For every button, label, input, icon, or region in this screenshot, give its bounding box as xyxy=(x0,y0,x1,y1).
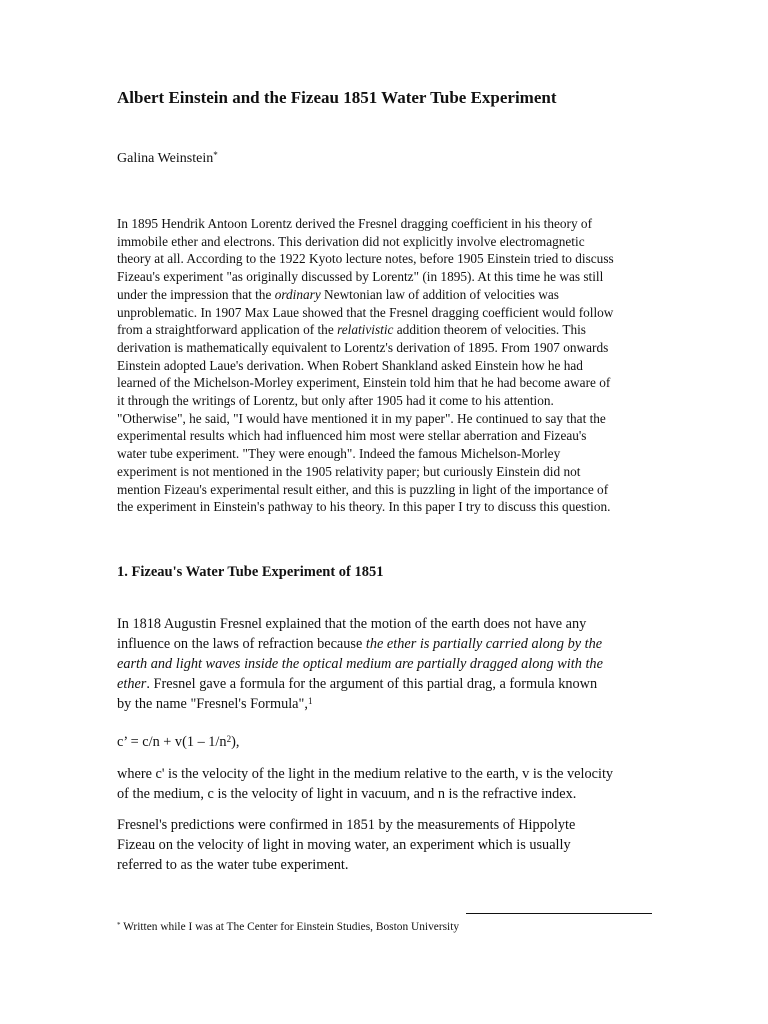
text-run: it through the writings of Lorentz, but only after 1905 had it come to his attention. xyxy=(117,393,554,409)
text-run: from a straightforward application of the xyxy=(117,322,338,338)
paper-title: Albert Einstein and the Fizeau 1851 Water Tube Experiment xyxy=(117,88,557,107)
text-run: Fresnel's predictions were confirmed in 1851 by the measurements of Hippolyte xyxy=(117,817,576,833)
abstract xyxy=(117,215,657,516)
text-run: experiment is not mentioned in the 1905 relativity paper; but curiously Einstein did not xyxy=(117,463,581,479)
text-run: mention Fizeau's experimental result either, and this is puzzling in light of the importance of xyxy=(117,481,609,497)
text-run: In 1895 Hendrik Antoon Lorentz derived the Fresnel dragging coefficient in his theory of xyxy=(117,216,592,231)
text-line xyxy=(117,392,657,410)
text-run: theory at all. According to the 1922 Kyoto lecture notes, before 1905 Einstein tried to discuss xyxy=(117,251,614,267)
text-run: immobile ether and electrons. This derivation did not explicitly involve electromagnetic xyxy=(117,233,585,249)
text-run: Fizeau on the velocity of light in moving water, an experiment which is usually xyxy=(117,837,571,853)
italic-text: earth and light waves inside the optical medium are partially dragged along with the xyxy=(117,656,603,672)
text-run: Einstein adopted Laue's derivation. When Robert Shankland asked Einstein how he had xyxy=(117,357,583,373)
text-line xyxy=(117,481,657,499)
text-line xyxy=(117,268,657,286)
text-line xyxy=(117,357,657,375)
text-run: . Fresnel gave a formula for the argument of this partial drag, a formula known xyxy=(146,676,598,692)
section-paragraph-2 xyxy=(117,764,657,804)
fresnel-formula xyxy=(117,732,657,752)
italic-text: ordinary xyxy=(274,286,321,302)
text-line xyxy=(117,321,657,339)
text-line xyxy=(117,410,657,428)
text-run: In 1818 Augustin Fresnel explained that the motion of the earth does not have any xyxy=(117,616,587,632)
text-run: experimental results which had influenced him most were stellar aberration and Fizeau's xyxy=(117,428,587,444)
footnote xyxy=(117,920,459,934)
text-line xyxy=(117,463,657,481)
author-line xyxy=(117,150,218,168)
text-line xyxy=(117,855,657,875)
text-line xyxy=(117,427,657,445)
text-line xyxy=(117,374,657,392)
text-run: of the medium, c is the velocity of light in vacuum, and n is the refractive index. xyxy=(117,786,577,802)
text-run: learned of the Michelson-Morley experiment, Einstein told him that he had become aware of xyxy=(117,375,611,391)
text-line xyxy=(117,233,657,251)
text-run: influence on the laws of refraction because xyxy=(117,636,366,652)
text-line xyxy=(117,445,657,463)
text-run: the experiment in Einstein's pathway to his theory. In this paper I try to discuss this question. xyxy=(117,499,611,515)
text-run: where c' is the velocity of the light in the medium relative to the earth, v is the velocity xyxy=(117,766,614,782)
section-paragraph-1 xyxy=(117,614,657,714)
text-line xyxy=(117,654,657,674)
text-line xyxy=(117,835,657,855)
text-run: addition theorem of velocities. This xyxy=(393,322,586,338)
text-line xyxy=(117,694,657,714)
author-name: Galina Weinstein xyxy=(117,151,214,166)
text-run: referred to as the water tube experiment. xyxy=(117,857,349,873)
text-run: Newtonian law of addition of velocities was xyxy=(320,286,559,302)
section-heading: 1. Fizeau's Water Tube Experiment of 1851 xyxy=(117,564,384,580)
text-line xyxy=(117,286,657,304)
text-line xyxy=(117,304,657,322)
formula-text: ), xyxy=(231,734,240,750)
text-line xyxy=(117,764,657,784)
text-line xyxy=(117,784,657,804)
italic-text: the ether is partially carried along by the xyxy=(365,636,603,652)
text-run: "Otherwise", he said, "I would have mentioned it in my paper". He continued to say that the xyxy=(117,410,606,426)
text-line xyxy=(117,614,657,634)
text-run: Fizeau's experiment "as originally discussed by Lorentz" (in 1895). At this time he was still xyxy=(117,269,604,285)
superscript: 1 xyxy=(307,696,313,706)
text-line xyxy=(117,815,657,835)
text-line xyxy=(117,250,657,268)
footnote-text: Written while I was at The Center for Einstein Studies, Boston University xyxy=(120,921,460,933)
superscript: 2 xyxy=(226,734,232,744)
formula-text: c’ = c/n + v(1 – 1/n xyxy=(117,734,227,750)
text-line xyxy=(117,215,657,233)
text-run: unproblematic. In 1907 Max Laue showed that the Fresnel dragging coefficient would follow xyxy=(117,304,614,320)
italic-text: relativistic xyxy=(337,322,394,338)
text-line xyxy=(117,634,657,654)
footnote-rule xyxy=(466,913,652,914)
text-line xyxy=(117,339,657,357)
section-paragraph-3 xyxy=(117,815,657,875)
author-footnote-marker: * xyxy=(213,150,218,160)
italic-text: ether xyxy=(117,676,147,692)
text-run: by the name "Fresnel's Formula", xyxy=(117,696,308,712)
text-line xyxy=(117,498,657,516)
text-line xyxy=(117,674,657,694)
text-run: under the impression that the xyxy=(117,286,275,302)
text-run: derivation is mathematically equivalent to Lorentz's derivation of 1895. From 1907 onwards xyxy=(117,339,609,355)
text-run: water tube experiment. "They were enough". Indeed the famous Michelson-Morley xyxy=(117,446,561,462)
footnote-marker: * xyxy=(117,921,121,929)
